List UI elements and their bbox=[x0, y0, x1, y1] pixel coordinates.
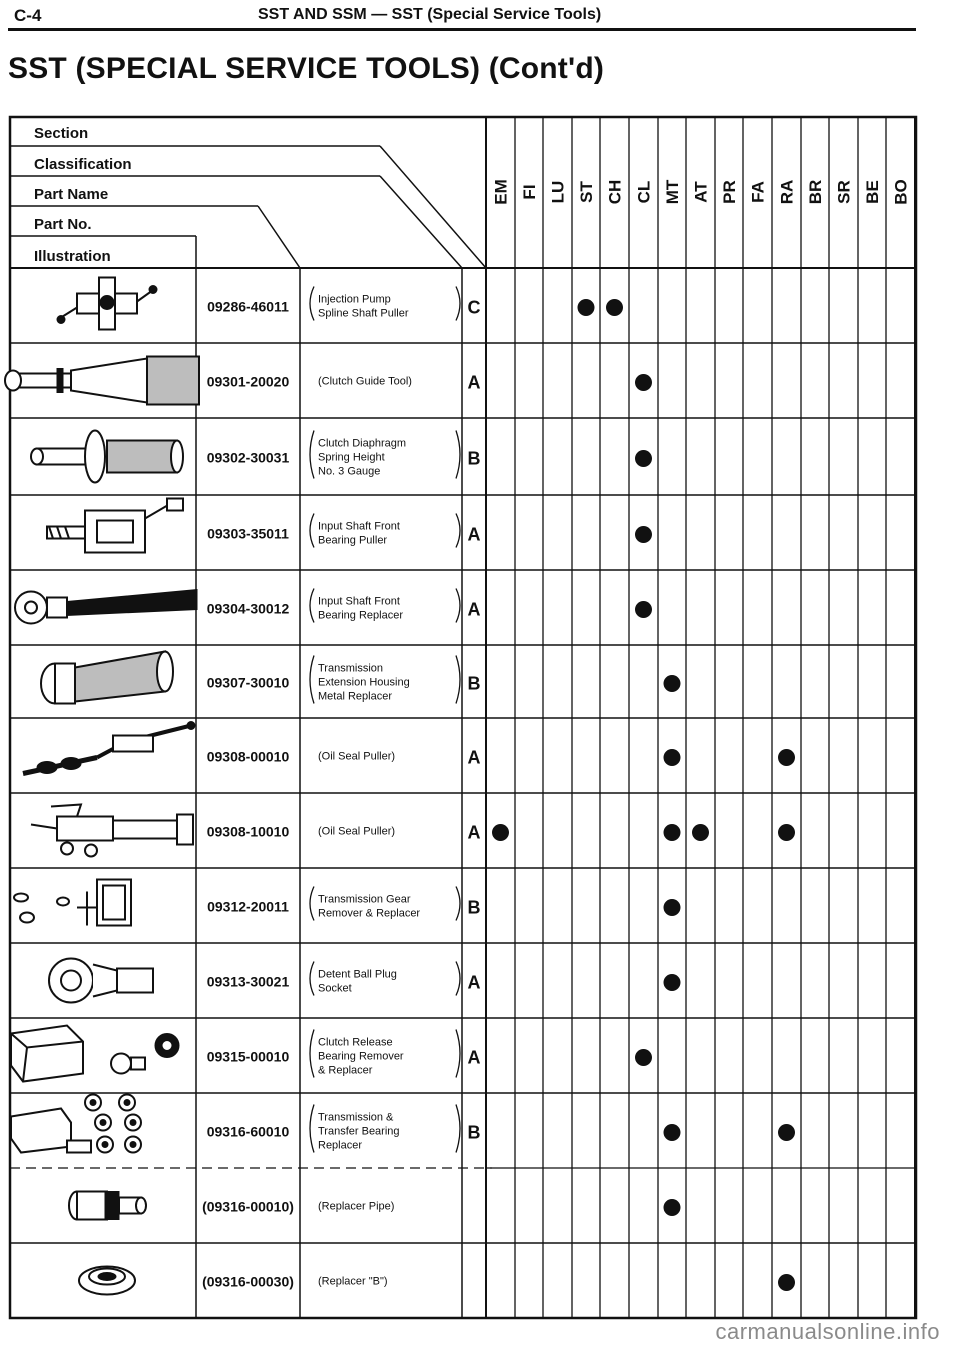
applicability-dot-mt bbox=[664, 824, 681, 841]
classification: B bbox=[467, 1122, 481, 1143]
classification: A bbox=[467, 822, 481, 843]
part-name-line: Clutch Release bbox=[318, 1036, 393, 1049]
applicability-dot-st bbox=[578, 299, 595, 316]
table-row bbox=[57, 278, 623, 330]
classification: B bbox=[467, 448, 481, 469]
bracket-right bbox=[456, 1030, 460, 1078]
bearing-replacer-icon bbox=[15, 590, 197, 624]
legend-diagonal bbox=[380, 146, 486, 268]
legend-label: Part No. bbox=[34, 216, 92, 233]
part-name-line: & Replacer bbox=[318, 1064, 373, 1077]
applicability-dot-mt bbox=[664, 1199, 681, 1216]
classification: B bbox=[467, 673, 481, 694]
classification: B bbox=[467, 897, 481, 918]
legend-diagonal bbox=[258, 206, 300, 268]
part-number: (09316-00010) bbox=[202, 1198, 294, 1215]
part-number: 09301-20020 bbox=[206, 373, 290, 390]
bracket-right bbox=[456, 514, 460, 548]
classification: A bbox=[467, 599, 481, 620]
part-number: 09315-00010 bbox=[206, 1048, 290, 1065]
injection-pump-puller-icon bbox=[57, 278, 157, 330]
table-row bbox=[41, 652, 681, 704]
applicability-dot-mt bbox=[664, 974, 681, 991]
table-row bbox=[47, 499, 652, 553]
part-name-line: (Replacer "B") bbox=[318, 1275, 388, 1288]
part-name-line: Bearing Remover bbox=[318, 1050, 404, 1063]
table-row bbox=[5, 357, 652, 405]
part-number: 09308-00010 bbox=[206, 748, 290, 765]
part-number: 09308-10010 bbox=[206, 823, 290, 840]
column-code-be: BE bbox=[863, 180, 882, 204]
part-name-line: Remover & Replacer bbox=[318, 907, 421, 920]
bracket-right bbox=[456, 887, 460, 921]
part-number: 09307-30010 bbox=[206, 674, 290, 691]
column-code-ch: CH bbox=[605, 179, 625, 205]
oil-seal-puller-2-icon bbox=[31, 805, 193, 857]
applicability-dot-ra bbox=[778, 749, 795, 766]
column-code-bo: BO bbox=[891, 179, 911, 205]
part-number: 09312-20011 bbox=[207, 898, 289, 915]
bracket-left bbox=[310, 1105, 314, 1153]
bracket-right bbox=[456, 287, 460, 321]
gear-remover-icon bbox=[14, 880, 131, 926]
bracket-right bbox=[456, 589, 460, 623]
part-name-line: Injection Pump bbox=[318, 293, 391, 306]
column-code-ra: RA bbox=[777, 179, 797, 205]
bracket-left bbox=[310, 514, 314, 548]
release-bearing-tool-icon bbox=[11, 1026, 179, 1082]
oil-seal-puller-icon bbox=[23, 722, 195, 774]
applicability-dot-mt bbox=[664, 899, 681, 916]
bracket-right bbox=[456, 431, 460, 479]
applicability-dot-ra bbox=[778, 1124, 795, 1141]
part-name-line: Transfer Bearing bbox=[318, 1125, 400, 1138]
part-name-line: Transmission & bbox=[318, 1111, 394, 1124]
column-code-cl: CL bbox=[634, 180, 654, 204]
table-row bbox=[31, 431, 652, 483]
part-name-line: (Oil Seal Puller) bbox=[318, 825, 396, 838]
applicability-dot-ch bbox=[606, 299, 623, 316]
bearing-puller-icon bbox=[47, 499, 183, 553]
part-name-line: Spline Shaft Puller bbox=[318, 307, 409, 320]
legend-label: Illustration bbox=[34, 248, 111, 265]
table-row bbox=[15, 589, 652, 624]
part-name-line: Spring Height bbox=[318, 451, 385, 464]
diaphragm-gauge-icon bbox=[31, 431, 183, 483]
page-title: SST (SPECIAL SERVICE TOOLS) (Cont'd) bbox=[8, 52, 605, 85]
applicability-dot-mt bbox=[664, 675, 681, 692]
classification: C bbox=[467, 297, 481, 318]
column-code-lu: LU bbox=[548, 180, 568, 204]
bracket-left bbox=[310, 656, 314, 704]
column-code-fa: FA bbox=[748, 181, 768, 203]
part-number: 09304-30012 bbox=[206, 600, 290, 617]
classification: A bbox=[467, 372, 481, 393]
bracket-left bbox=[310, 431, 314, 479]
housing-replacer-icon bbox=[41, 652, 173, 704]
bracket-left bbox=[310, 962, 314, 996]
part-name-line: No. 3 Gauge bbox=[318, 465, 381, 478]
bracket-left bbox=[310, 1030, 314, 1078]
part-name-line: Clutch Diaphragm bbox=[318, 437, 407, 450]
legend-label: Classification bbox=[34, 156, 132, 173]
part-name-line: Transmission bbox=[318, 662, 383, 675]
part-number: 09286-46011 bbox=[207, 298, 289, 315]
clutch-guide-tool-icon bbox=[5, 357, 199, 405]
bracket-right bbox=[456, 656, 460, 704]
classification: A bbox=[467, 972, 481, 993]
part-name-line: Detent Ball Plug bbox=[318, 968, 397, 981]
table-row bbox=[31, 805, 795, 857]
table-row bbox=[14, 880, 681, 926]
part-name-line: (Oil Seal Puller) bbox=[318, 750, 396, 763]
bracket-right bbox=[456, 962, 460, 996]
part-name-line: (Clutch Guide Tool) bbox=[318, 375, 412, 388]
applicability-dot-cl bbox=[635, 601, 652, 618]
running-head: SST AND SSM — SST (Special Service Tools) bbox=[258, 6, 602, 23]
column-code-fi: FI bbox=[520, 184, 539, 200]
part-number: 09302-30031 bbox=[206, 449, 290, 466]
part-name-line: Bearing Puller bbox=[318, 534, 388, 547]
table-row bbox=[69, 1192, 681, 1220]
footer-watermark: carmanualsonline.info bbox=[715, 1319, 940, 1344]
table-row bbox=[11, 1095, 795, 1153]
applicability-dot-cl bbox=[635, 374, 652, 391]
classification: A bbox=[467, 1047, 481, 1068]
detent-socket-icon bbox=[49, 959, 153, 1003]
applicability-dot-mt bbox=[664, 749, 681, 766]
column-code-sr: SR bbox=[834, 180, 854, 204]
part-name-line: Extension Housing bbox=[318, 676, 410, 689]
part-name-line: Transmission Gear bbox=[318, 893, 411, 906]
applicability-dot-cl bbox=[635, 1049, 652, 1066]
classification: A bbox=[467, 747, 481, 768]
applicability-dot-em bbox=[492, 824, 509, 841]
page-id: C-4 bbox=[14, 6, 42, 25]
table-row bbox=[23, 722, 795, 774]
part-number: (09316-00030) bbox=[202, 1273, 294, 1290]
bracket-left bbox=[310, 287, 314, 321]
table-row bbox=[79, 1267, 795, 1295]
applicability-dot-ra bbox=[778, 824, 795, 841]
applicability-dot-cl bbox=[635, 526, 652, 543]
bracket-right bbox=[456, 1105, 460, 1153]
legend-label: Part Name bbox=[34, 186, 109, 203]
part-name-line: Metal Replacer bbox=[318, 690, 392, 703]
replacer-b-icon bbox=[79, 1267, 135, 1295]
bracket-left bbox=[310, 589, 314, 623]
column-code-st: ST bbox=[577, 181, 596, 203]
part-name-line: Socket bbox=[318, 982, 352, 995]
part-name-line: Input Shaft Front bbox=[318, 520, 400, 533]
part-number: 09316-60010 bbox=[206, 1123, 290, 1140]
classification: A bbox=[467, 524, 481, 545]
applicability-dot-cl bbox=[635, 450, 652, 467]
bearing-replacer-set-icon bbox=[11, 1095, 141, 1153]
applicability-dot-at bbox=[692, 824, 709, 841]
table-row bbox=[49, 959, 681, 1003]
part-number: 09313-30021 bbox=[206, 973, 290, 990]
replacer-pipe-icon bbox=[69, 1192, 146, 1220]
part-number: 09303-35011 bbox=[207, 525, 289, 542]
column-code-em: EM bbox=[491, 179, 511, 205]
applicability-dot-mt bbox=[664, 1124, 681, 1141]
part-name-line: (Replacer Pipe) bbox=[318, 1200, 395, 1213]
table-row bbox=[11, 1026, 652, 1082]
part-name-line: Replacer bbox=[318, 1139, 363, 1152]
column-code-mt: MT bbox=[663, 179, 682, 205]
legend-diagonal bbox=[380, 176, 462, 268]
column-code-pr: PR bbox=[720, 180, 739, 204]
applicability-dot-ra bbox=[778, 1274, 795, 1291]
part-name-line: Input Shaft Front bbox=[318, 595, 400, 608]
legend-label: Section bbox=[34, 125, 89, 142]
bracket-left bbox=[310, 887, 314, 921]
part-name-line: Bearing Replacer bbox=[318, 609, 403, 622]
column-code-br: BR bbox=[806, 179, 825, 205]
column-code-at: AT bbox=[691, 181, 711, 203]
